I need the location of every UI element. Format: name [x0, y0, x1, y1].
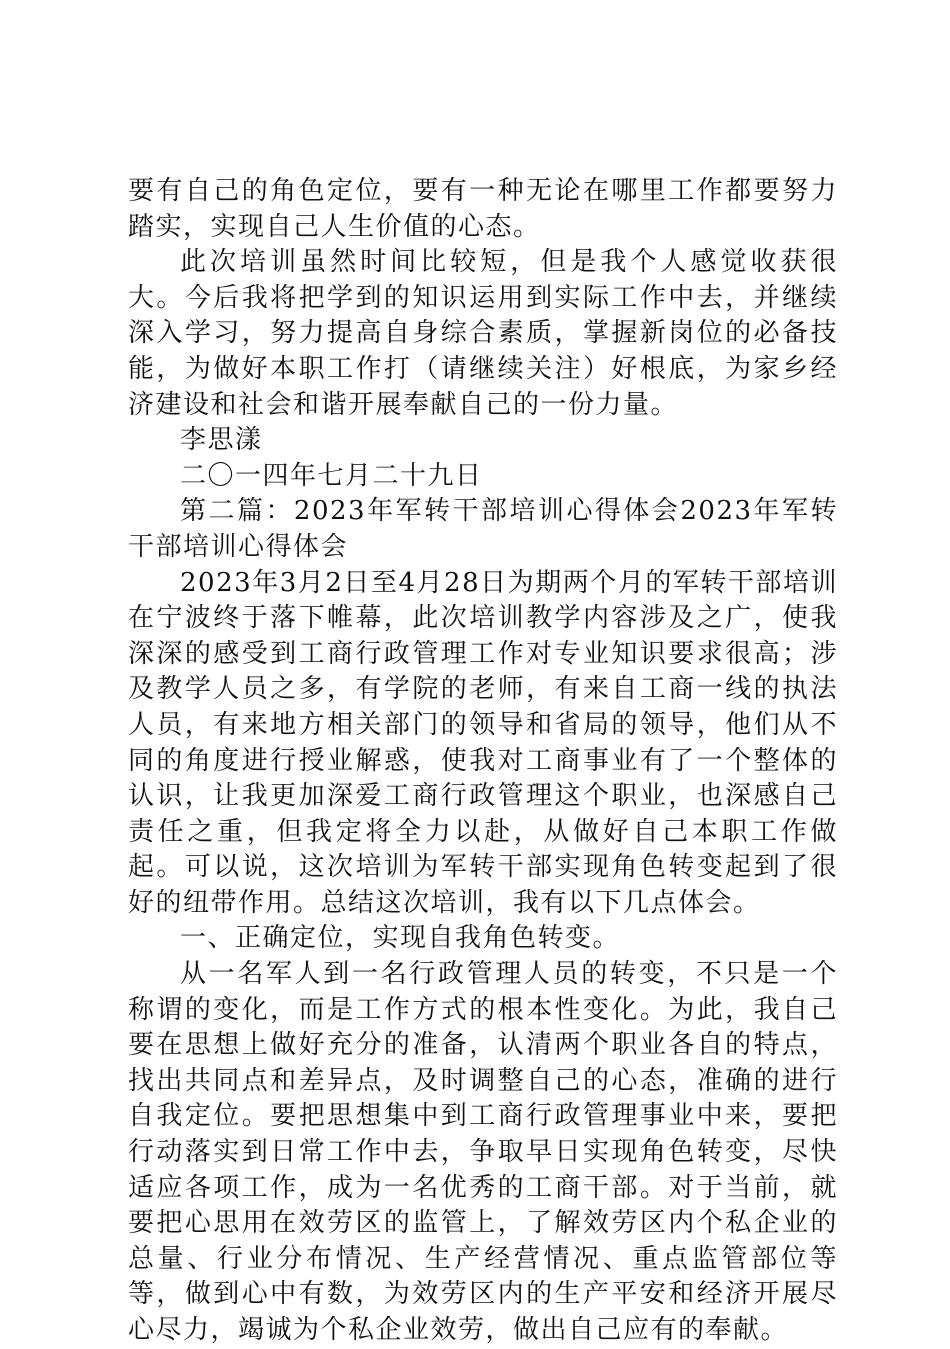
paragraph-continuation: 要有自己的角色定位，要有一种无论在哪里工作都要努力踏实，实现自己人生价值的心态。 — [128, 176, 838, 242]
document-page — [128, 174, 838, 1349]
document-date: 二〇一四年七月二十九日 — [180, 460, 483, 491]
subheading-correct-positioning: 一、正确定位，实现自我角色转变。 — [180, 923, 621, 954]
paragraph-training-intro: 2023年3月2日至4月28日为期两个月的军转干部培训在宁波终于落下帷幕，此次培训教学内容涉及之广，使我深深的感受到工商行政管理工作对专业知识要求很高；涉及教学人员之多，有学院的老师，有来自工商一线的执法人员，有来地方相关部门的领导和省局的领导，他们从不同的角度进行授业解惑，使我对工商事业有了一个整体的认识，让我更加深爱工商行政管理这个职业，也深感自己责任之重，但我定将全力以赴，从做好自己本职工作做起。可以说，这次培训为军转干部实现角色转变起到了很好的纽带作用。总结这次培训，我有以下几点体会。 — [128, 567, 838, 918]
paragraph-training-summary: 此次培训虽然时间比较短，但是我个人感觉收获很大。今后我将把学到的知识运用到实际工作中去，并继续深入学习，努力提高自身综合素质，掌握新岗位的必备技能，为做好本职工作打（请继续关注）好根底，为家乡经济建设和社会和谐开展奉献自己的一份力量。 — [128, 247, 838, 420]
section-heading-part-two: 第二篇：2023年军转干部培训心得体会2023年军转干部培训心得体会 — [128, 496, 838, 562]
author-name: 李思漾 — [180, 425, 263, 456]
paragraph-role-transition: 从一名军人到一名行政管理人员的转变，不只是一个称谓的变化，而是工作方式的根本性变化。为此，我自己要在思想上做好充分的准备，认清两个职业各自的特点，找出共同点和差异点，及时调整自己的心态，准确的进行自我定位。要把思想集中到工商行政管理事业中来，要把行动落实到日常工作中去，争取早日实现角色转变，尽快适应各项工作，成为一名优秀的工商干部。对于当前，就要把心思用在效劳区的监管上，了解效劳区内个私企业的总量、行业分布情况、生产经营情况、重点监管部位等等，做到心中有数，为效劳区内的生产平安和经济开展尽心尽力，竭诚为个私企业效劳，做出自己应有的奉献。 — [128, 959, 838, 1345]
